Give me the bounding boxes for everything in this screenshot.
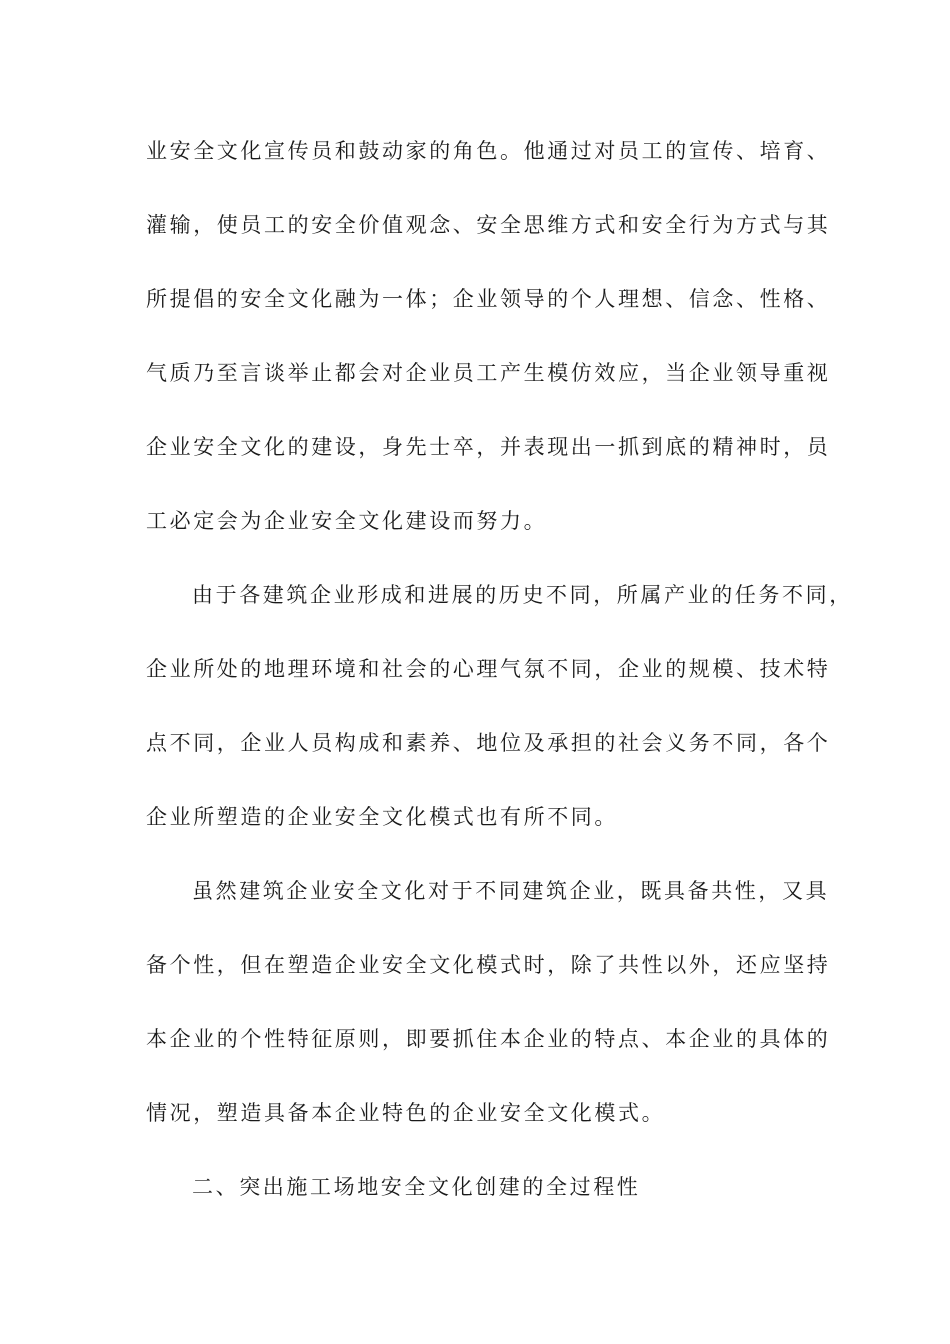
document-body [146, 133, 853, 1243]
paragraph-line: 企业所塑造的企业安全文化模式也有所不同。 [146, 805, 618, 829]
paragraph-line: 工必定会为企业安全文化建设而努力。 [146, 509, 548, 533]
paragraph-line: 情况，塑造具备本企业特色的企业安全文化模式。 [146, 1101, 666, 1125]
paragraph-line: 业安全文化宣传员和鼓动家的角色。他通过对员工的宣传、培育、 [146, 139, 831, 163]
paragraph-line: 备个性，但在塑造企业安全文化模式时，除了共性以外，还应坚持 [146, 953, 831, 977]
paragraph-line: 所提倡的安全文化融为一体；企业领导的个人理想、信念、性格、 [146, 287, 831, 311]
paragraph-line: 虽然建筑企业安全文化对于不同建筑企业，既具备共性，又具 [192, 879, 830, 903]
paragraph-line: 由于各建筑企业形成和进展的历史不同，所属产业的任务不同， [192, 583, 853, 607]
paragraph-line: 灌输，使员工的安全价值观念、安全思维方式和安全行为方式与其 [146, 213, 831, 237]
paragraph-line: 企业所处的地理环境和社会的心理气氛不同，企业的规模、技术特 [146, 657, 831, 681]
section-heading: 二、突出施工场地安全文化创建的全过程性 [192, 1175, 641, 1199]
paragraph-line: 点不同，企业人员构成和素养、地位及承担的社会义务不同，各个 [146, 731, 831, 755]
paragraph-line: 本企业的个性特征原则，即要抓住本企业的特点、本企业的具体的 [146, 1027, 831, 1051]
paragraph-line: 气质乃至言谈举止都会对企业员工产生模仿效应，当企业领导重视 [146, 361, 831, 385]
paragraph-line: 企业安全文化的建设，身先士卒，并表现出一抓到底的精神时，员 [146, 435, 831, 459]
